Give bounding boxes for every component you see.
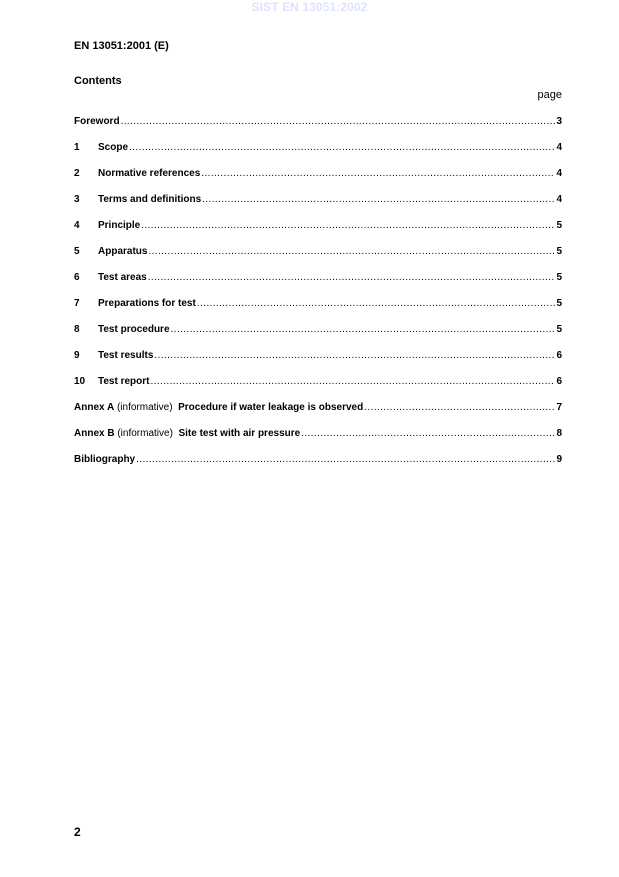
- document-id: EN 13051:2001 (E): [74, 40, 169, 52]
- dot-leader: [154, 350, 555, 361]
- dot-leader: [129, 142, 555, 153]
- annex-title: Site test with air pressure: [178, 428, 301, 439]
- dot-leader: [141, 220, 555, 231]
- toc-number: 6: [74, 272, 80, 283]
- toc-number: 2: [74, 168, 80, 179]
- toc-page: 3: [556, 116, 562, 127]
- toc-title: Foreword: [74, 116, 120, 127]
- toc-entry-foreword[interactable]: [74, 116, 562, 142]
- dot-leader: [148, 272, 556, 283]
- toc-page: 5: [556, 272, 562, 283]
- toc-entry-preparations-for-test[interactable]: [74, 298, 562, 324]
- toc-number: 9: [74, 350, 80, 361]
- dot-leader: [202, 194, 555, 205]
- dot-leader: [201, 168, 555, 179]
- toc-title: Normative references: [98, 168, 201, 179]
- toc-title: Test areas: [98, 272, 147, 283]
- toc-entry-principle[interactable]: [74, 220, 562, 246]
- toc-page: 7: [556, 402, 562, 413]
- toc-page: 8: [556, 428, 562, 439]
- watermark: SIST EN 13051:2002: [251, 0, 368, 14]
- toc-entry-annex-b[interactable]: [74, 428, 562, 454]
- toc-page: 6: [556, 350, 562, 361]
- page-column-label: page: [537, 89, 562, 101]
- toc-page: 4: [556, 142, 562, 153]
- annex-title: Procedure if water leakage is observed: [178, 402, 364, 413]
- toc-number: 3: [74, 194, 80, 205]
- toc-title: [74, 402, 363, 413]
- toc-title: Test report: [98, 376, 150, 387]
- toc-number: 1: [74, 142, 80, 153]
- annex-type: (informative): [114, 402, 173, 413]
- table-of-contents: [74, 116, 562, 480]
- toc-title: Principle: [98, 220, 141, 231]
- toc-entry-scope[interactable]: [74, 142, 562, 168]
- dot-leader: [148, 246, 555, 257]
- toc-title: Preparations for test: [98, 298, 196, 309]
- toc-title: Scope: [98, 142, 129, 153]
- page-number: 2: [74, 825, 81, 839]
- toc-number: 5: [74, 246, 80, 257]
- toc-page: 9: [556, 454, 562, 465]
- dot-leader: [151, 376, 556, 387]
- toc-title: Bibliography: [74, 454, 136, 465]
- toc-page: 5: [556, 298, 562, 309]
- annex-label: Annex B: [74, 428, 115, 439]
- toc-page: 6: [556, 376, 562, 387]
- toc-title: Terms and definitions: [98, 194, 202, 205]
- dot-leader: [136, 454, 555, 465]
- toc-entry-test-results[interactable]: [74, 350, 562, 376]
- toc-entry-test-procedure[interactable]: [74, 324, 562, 350]
- toc-entry-terms-and-definitions[interactable]: [74, 194, 562, 220]
- dot-leader: [197, 298, 556, 309]
- toc-page: 5: [556, 324, 562, 335]
- toc-page: 4: [556, 168, 562, 179]
- annex-type: (informative): [114, 428, 173, 439]
- toc-page: 5: [556, 220, 562, 231]
- toc-title: [74, 428, 300, 439]
- annex-label: Annex A: [74, 402, 115, 413]
- toc-entry-apparatus[interactable]: [74, 246, 562, 272]
- toc-number: 10: [74, 376, 86, 387]
- toc-entry-test-areas[interactable]: [74, 272, 562, 298]
- dot-leader: [121, 116, 556, 127]
- toc-entry-normative-references[interactable]: [74, 168, 562, 194]
- dot-leader: [301, 428, 555, 439]
- toc-page: 4: [556, 194, 562, 205]
- contents-heading: Contents: [74, 75, 122, 87]
- toc-number: 7: [74, 298, 80, 309]
- toc-entry-annex-a[interactable]: [74, 402, 562, 428]
- toc-title: Test procedure: [98, 324, 170, 335]
- toc-number: 8: [74, 324, 80, 335]
- toc-number: 4: [74, 220, 80, 231]
- toc-page: 5: [556, 246, 562, 257]
- toc-title: Apparatus: [98, 246, 148, 257]
- dot-leader: [364, 402, 555, 413]
- toc-entry-test-report[interactable]: [74, 376, 562, 402]
- toc-entry-bibliography[interactable]: [74, 454, 562, 480]
- toc-title: Test results: [98, 350, 154, 361]
- dot-leader: [171, 324, 556, 335]
